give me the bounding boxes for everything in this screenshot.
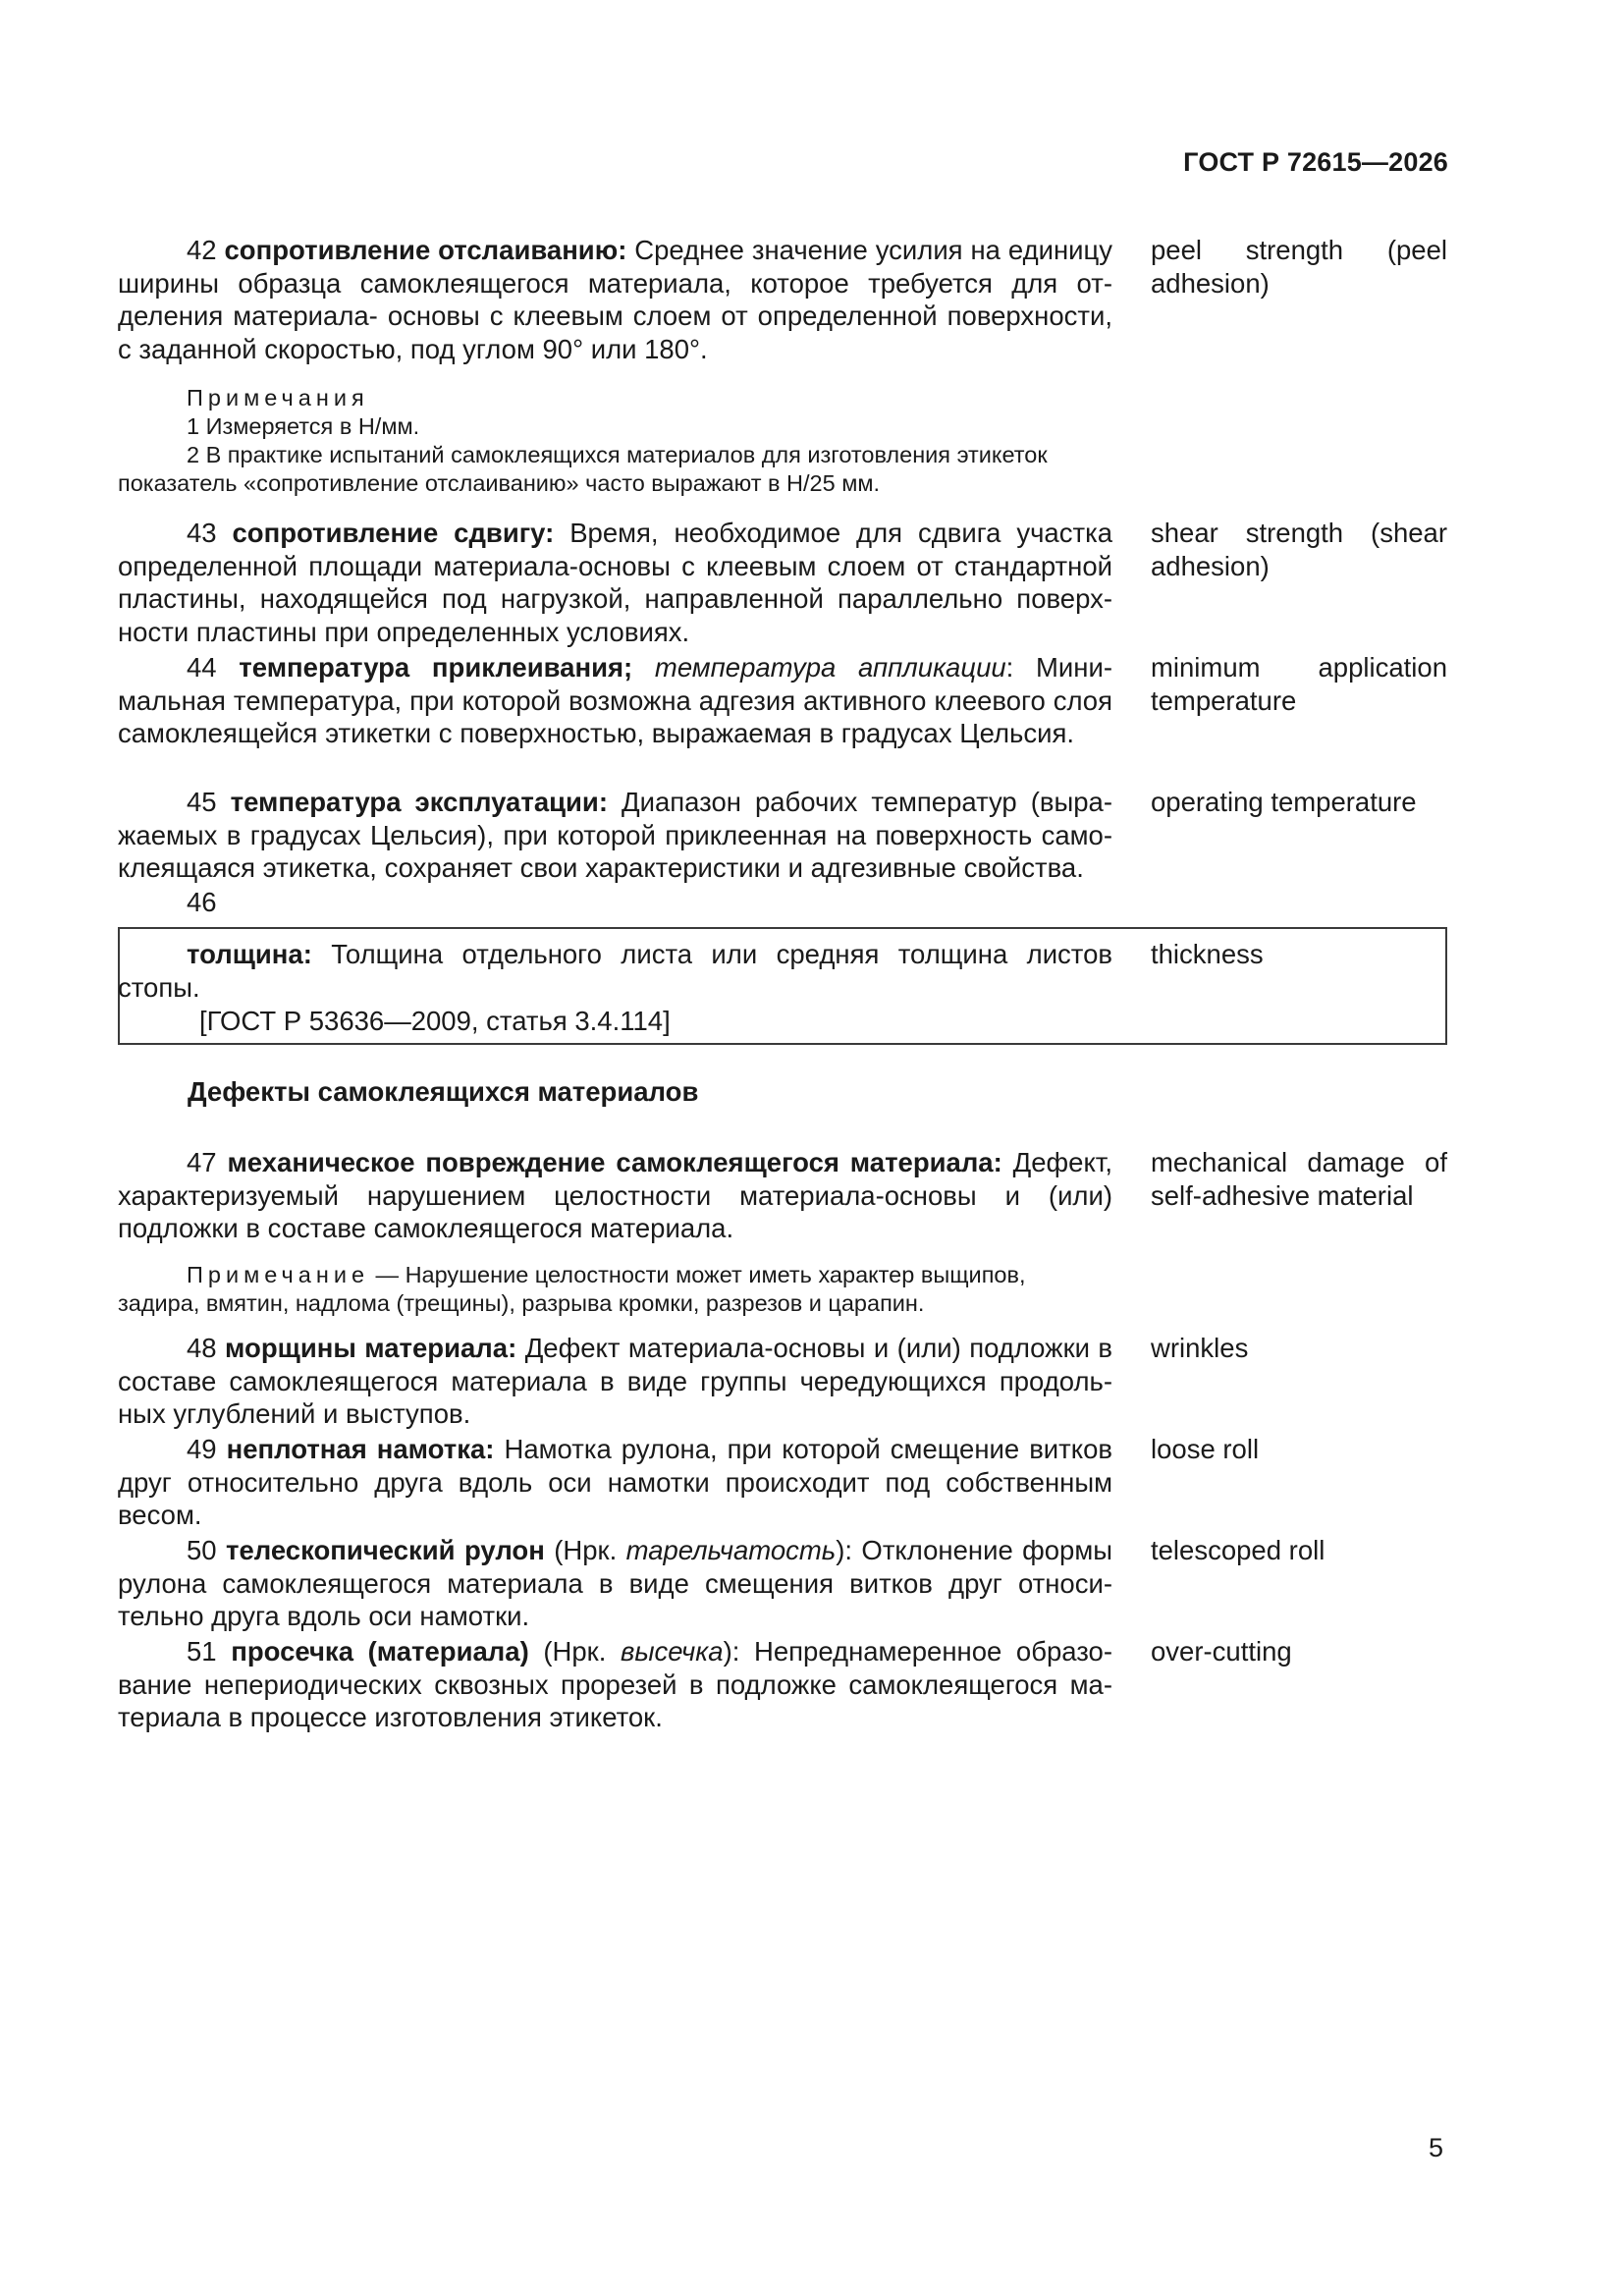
english-equivalent-42a: peel strength (peel bbox=[1151, 235, 1447, 265]
note-label: Примечание bbox=[187, 1262, 370, 1287]
note-text-b: задира, вмятин, надлома (трещины), разрыва кромки, разрезов и царапин. bbox=[118, 1290, 925, 1316]
term-nonpreferred: тарельчатость bbox=[625, 1535, 837, 1565]
term-number: 49 bbox=[187, 1434, 217, 1464]
term-definition: Время, необходимое для сдвига участка определенной площади материала-основы с клеевым слоем от стандартной пластины, находящейся под нагрузкой, направленной параллельно поверхности пластины при определенных условиях. bbox=[118, 518, 1112, 647]
english-equivalent-45: operating temperature bbox=[1151, 787, 1417, 817]
term-definition: Диапазон рабочих температур (выражаемых в градусах Цельсия), при которой приклеенная на поверхность самоклеящаяся этикетка, сохраняет свои характеристики и адгезивные свойства. bbox=[118, 787, 1113, 883]
document-number: ГОСТ Р 72615—2026 bbox=[1183, 147, 1448, 177]
note-block-47 bbox=[118, 1261, 1112, 1318]
english-equivalent-42b: adhesion) bbox=[1151, 268, 1270, 299]
term-entry-46-number bbox=[118, 886, 1112, 919]
term-nonpreferred-prefix: (Нрк. bbox=[528, 1636, 621, 1667]
english-equivalent-49: loose roll bbox=[1151, 1434, 1260, 1464]
page-number: 5 bbox=[1429, 2133, 1444, 2162]
term-name: сопротивление отслаиванию: bbox=[224, 235, 627, 265]
term-entry-50 bbox=[118, 1534, 1112, 1633]
section-heading: Дефекты самоклеящихся материалов bbox=[188, 1076, 699, 1107]
term-number: 45 bbox=[187, 787, 217, 817]
english-equivalent-47a: mechanical damage of bbox=[1151, 1147, 1447, 1177]
term-nonpreferred-prefix: (Нрк. bbox=[544, 1535, 626, 1565]
term-name: толщина: bbox=[187, 939, 312, 969]
term-name: сопротивление сдвигу: bbox=[232, 518, 555, 548]
term-entry-44 bbox=[118, 651, 1112, 750]
term-number: 44 bbox=[187, 652, 217, 683]
term-definition: Дефект материала-основы и (или) подложки в составе самоклеящегося материала в виде группы чередующихся продольных углублений и выступов. bbox=[118, 1333, 1113, 1429]
term-definition: ): Непреднамеренное образование непериодических сквозных прорезей в подложке самоклеящегося материала в процессе изготовления этикеток. bbox=[118, 1636, 1113, 1732]
term-entry-47 bbox=[118, 1146, 1112, 1245]
english-equivalent-44a: minimum application bbox=[1151, 652, 1447, 683]
note-2a: 2 В практике испытаний самоклеящихся материалов для изготовления этикеток bbox=[187, 442, 1048, 467]
term-definition: Среднее значение усилия на единицу ширины образца самоклеящегося материала, которое требуется для отделения материала- основы с клеевым слоем от определенной поверхности, с заданной скоростью, под углом 90° или 180°. bbox=[118, 235, 1113, 364]
notes-block-42 bbox=[118, 384, 1112, 498]
term-nonpreferred: высечка bbox=[620, 1636, 724, 1667]
note-text-a: — Нарушение целостности может иметь характер выщипов, bbox=[369, 1262, 1026, 1287]
term-number: 50 bbox=[187, 1535, 217, 1565]
term-number: 43 bbox=[187, 518, 217, 548]
note-2b: показатель «сопротивление отслаиванию» часто выражают в Н/25 мм. bbox=[118, 470, 881, 496]
term-entry-48 bbox=[118, 1332, 1112, 1431]
term-entry-42 bbox=[118, 234, 1112, 365]
term-number: 51 bbox=[187, 1636, 217, 1667]
english-equivalent-47b: self-adhesive material bbox=[1151, 1180, 1414, 1211]
english-equivalent-44b: temperature bbox=[1151, 685, 1297, 716]
note-1: 1 Измеряется в Н/мм. bbox=[187, 413, 420, 439]
term-name: механическое повреждение самоклеящегося материала: bbox=[227, 1147, 1002, 1177]
term-definition: Намотка рулона, при которой смещение витков друг относительно друга вдоль оси намотки происходит под собственным весом. bbox=[118, 1434, 1113, 1530]
term-definition: Дефект, характеризуемый нарушением целостности материала-основы и (или) подложки в составе самоклеящегося материала. bbox=[118, 1147, 1112, 1243]
term-entry-45 bbox=[118, 786, 1112, 885]
english-equivalent-50: telescoped roll bbox=[1151, 1535, 1325, 1565]
term-name: температура приклеивания; bbox=[239, 652, 633, 683]
notes-title: Примечания bbox=[187, 385, 369, 410]
term-definition: Толщина отдельного листа или средняя толщина листов стопы. bbox=[118, 939, 1112, 1003]
english-equivalent-46: thickness bbox=[1151, 939, 1264, 969]
term-name: просечка (материала) bbox=[231, 1636, 529, 1667]
term-name: температура эксплуатации: bbox=[230, 787, 608, 817]
term-number: 46 bbox=[187, 887, 217, 917]
term-entry-51 bbox=[118, 1635, 1112, 1734]
term-entry-49 bbox=[118, 1433, 1112, 1532]
english-equivalent-43a: shear strength (shear bbox=[1151, 518, 1447, 548]
term-name: телескопический рулон bbox=[225, 1535, 545, 1565]
term-definition: : Минимальная температура, при которой возможна адгезия активного клеевого слоя самоклеящейся этикетки с поверхностью, выражаемая в градусах Цельсия. bbox=[118, 652, 1112, 748]
term-number: 48 bbox=[187, 1333, 217, 1363]
term-source-reference: [ГОСТ Р 53636—2009, статья 3.4.114] bbox=[199, 1006, 671, 1036]
term-entry-43 bbox=[118, 517, 1112, 648]
term-number: 42 bbox=[187, 235, 217, 265]
term-definition: ): Отклонение формы рулона самоклеящегося материала в виде смещения витков друг относительно друга вдоль оси намотки. bbox=[118, 1535, 1113, 1631]
term-synonym: температура аппликации bbox=[654, 652, 1006, 683]
term-name: неплотная намотка: bbox=[226, 1434, 495, 1464]
term-entry-46 bbox=[118, 938, 1112, 1004]
english-equivalent-48: wrinkles bbox=[1151, 1333, 1249, 1363]
english-equivalent-51: over-cutting bbox=[1151, 1636, 1292, 1667]
term-number: 47 bbox=[187, 1147, 217, 1177]
english-equivalent-43b: adhesion) bbox=[1151, 551, 1270, 581]
term-name: морщины материала: bbox=[225, 1333, 517, 1363]
